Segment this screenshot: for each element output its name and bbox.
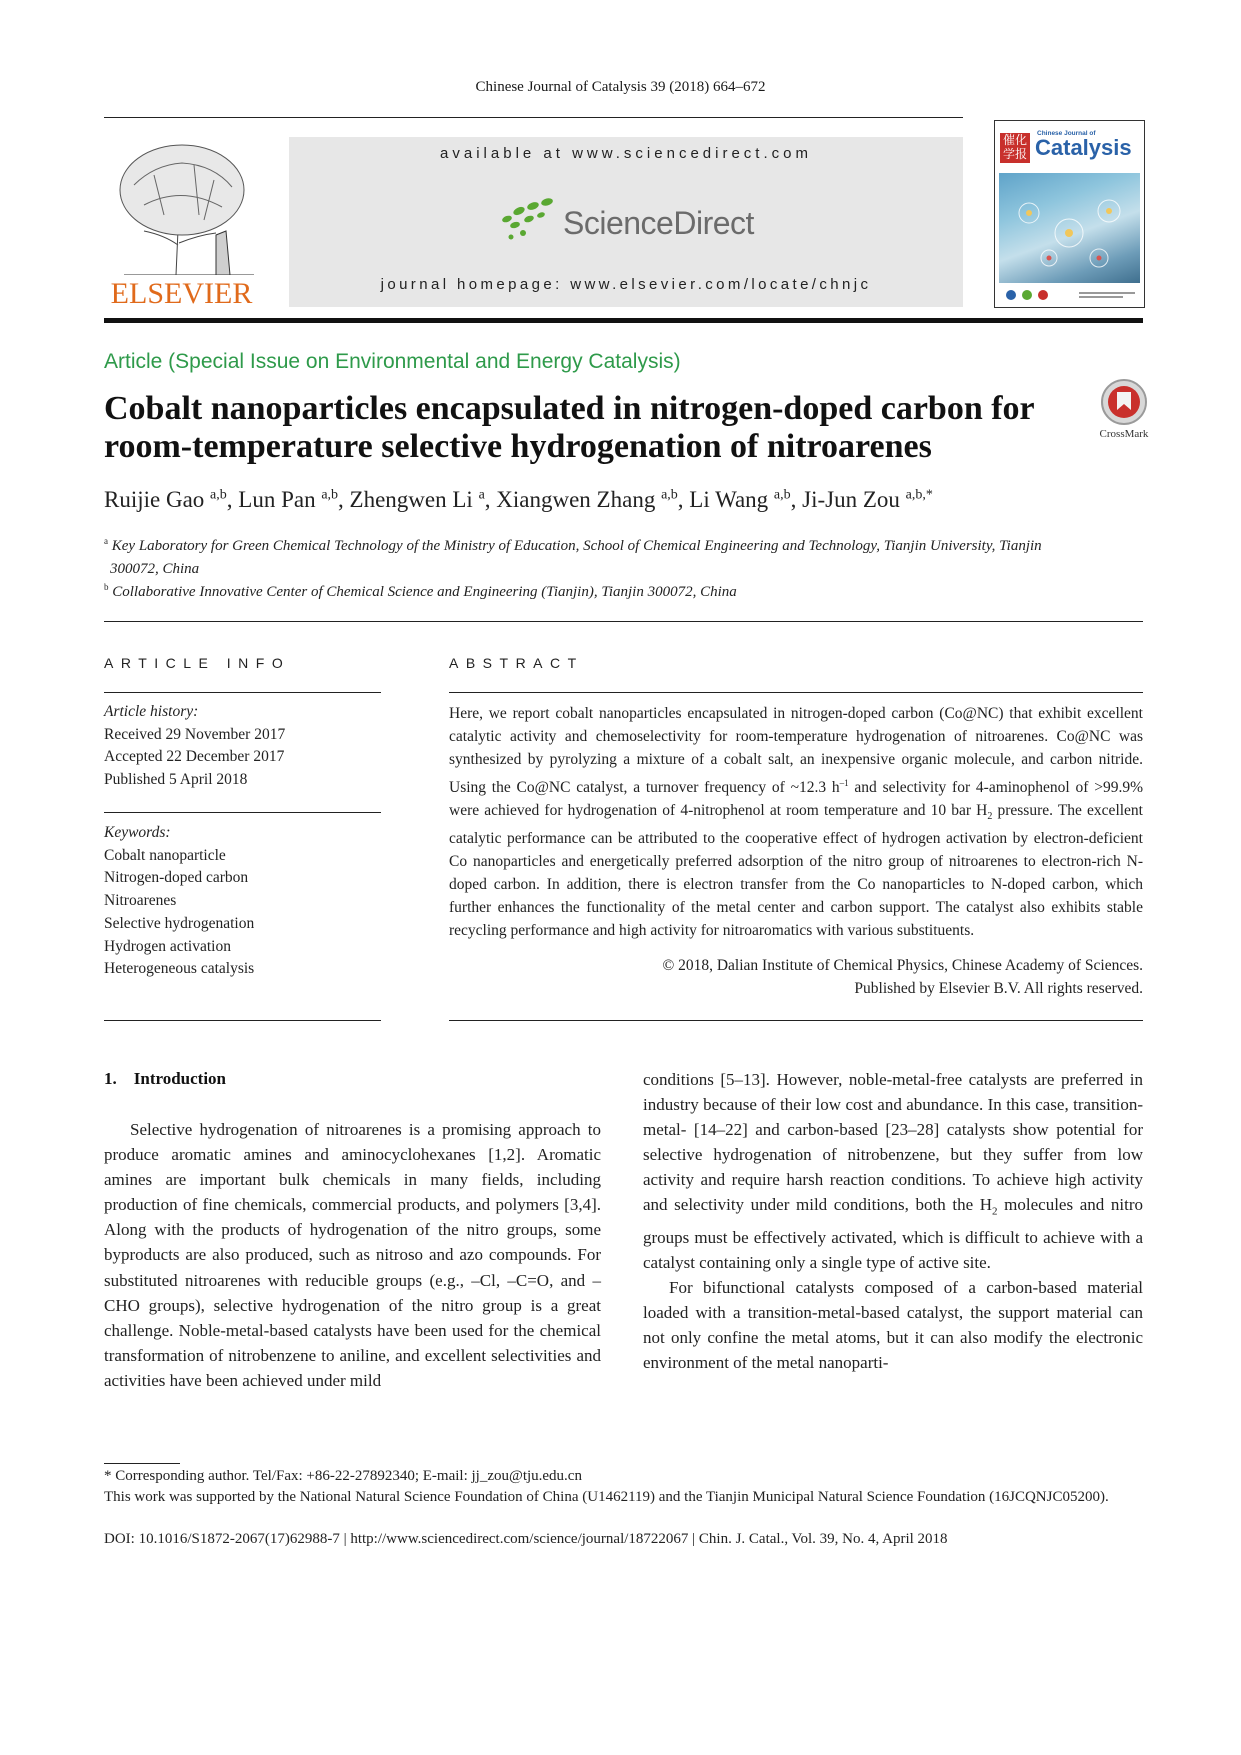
copyright-line-1: © 2018, Dalian Institute of Chemical Physics, Chinese Academy of Sciences. <box>662 957 1143 974</box>
journal-cover <box>994 120 1145 308</box>
author: Lun Pan <box>238 487 316 512</box>
history-label: Article history: <box>104 703 199 720</box>
article-info-heading: ARTICLE INFO <box>104 655 291 671</box>
footnote-rule <box>104 1463 180 1464</box>
abstract-bottom-rule <box>449 1020 1143 1021</box>
intro-text-part: conditions [5–13]. However, noble-metal-free catalysts are preferred in industry because of their low cost and abundance. In this case, transition-metal- [14–22] and carbon-based [23–28] catalysts show potential for selective hydrogenation of nitrobenzene, but they suffer from low activity and require harsh reaction conditions. To achieve high activity and selectivity under mild conditions, both the H <box>643 1070 1143 1215</box>
keywords-rule <box>104 1020 381 1021</box>
affiliation-text: Collaborative Innovative Center of Chemical Science and Engineering (Tianjin), Tianjin 300072, China <box>112 584 737 600</box>
author-separator: , <box>790 487 803 512</box>
intro-right-column <box>643 1067 1143 1376</box>
author-separator: , <box>484 487 497 512</box>
affiliation-rule <box>104 621 1143 622</box>
author: Xiangwen Zhang <box>496 487 656 512</box>
abstract-part: pressure. The excellent catalytic performance can be attributed to the cooperative effect of hydrogen activation by electron-deficient Co nanoparticles and energetically preferred adsorption of the nitro group of nitroarenes to electron-rich N-doped carbon. In addition, there is electron transfer from the Co nanoparticles to N-doped carbon, which further enhances the functionality of the metal center and carbon support. The catalyst also exhibits stable recycling performance and high activity for nitroaromatics with various substituents. <box>449 801 1143 939</box>
title-line-1: Cobalt nanoparticles encapsulated in nitrogen-doped carbon for <box>104 390 1035 427</box>
cover-footer-logos-icon <box>999 287 1140 303</box>
author-affiliation-mark: a,b <box>773 487 791 503</box>
keyword: Hydrogen activation <box>104 937 231 955</box>
abstract-rule <box>449 692 1143 693</box>
accepted-date: Accepted 22 December 2017 <box>104 748 285 766</box>
author: Ruijie Gao <box>104 487 205 512</box>
intro-paragraph: Selective hydrogenation of nitroarenes is a promising approach to produce aromatic amines and aminocyclohexanes [1,2]. Aromatic amines are important bulk chemicals in many fields, including production of fine chemicals, commercial products, and polymers [3,4]. Along with the products of hydrogenation of the nitro groups, some byproducts are also produced, such as nitroso and azo compounds. For substituted nitroarenes with reducible groups (e.g., –Cl, –C=O, and –CHO groups), selective hydrogenation of the nitro group is a great challenge. Noble-metal-based catalysts have been used for the chemical transformation of nitrobenzene to aniline, and excellent selectivities and activities have been achieved under mild <box>104 1120 601 1390</box>
abstract-text <box>449 703 1143 943</box>
abstract-heading: ABSTRACT <box>449 655 584 671</box>
author-affiliation-mark: a,b <box>210 487 227 503</box>
keyword: Selective hydrogenation <box>104 914 255 932</box>
keyword: Nitroarenes <box>104 892 177 910</box>
elsevier-logo <box>104 135 259 311</box>
author-affiliation-mark: a,b <box>661 487 678 503</box>
sciencedirect-banner <box>289 137 963 307</box>
article-title <box>104 390 1074 466</box>
intro-paragraph <box>643 1067 1143 1275</box>
h2-subscript: 2 <box>992 1205 998 1218</box>
doi-line[interactable]: DOI: 10.1016/S1872-2067(17)62988-7 | http://www.sciencedirect.com/science/journal/18722067 | Chin. J. Catal., Vol. 39, No. 4, April 2018 <box>104 1531 948 1547</box>
author-list <box>104 487 933 513</box>
header-rule <box>104 117 963 118</box>
keywords-label: Keywords: <box>104 824 171 841</box>
cover-artwork <box>999 173 1140 283</box>
available-at-link[interactable]: available at www.sciencedirect.com <box>440 145 812 162</box>
title-line-2: room-temperature selective hydrogenation of nitroarenes <box>104 428 932 465</box>
elsevier-tree-icon <box>104 135 259 275</box>
author: Li Wang <box>689 487 769 512</box>
abstract-part: and selectivity for 4-aminophenol of >99.9% were achieved for hydrogenation of 4-nitrophenol at room temperature and 10 bar H <box>449 778 1143 819</box>
affiliation-mark: a <box>104 536 108 546</box>
article-info-rule <box>104 692 381 693</box>
received-date: Received 29 November 2017 <box>104 725 286 743</box>
journal-citation: Chinese Journal of Catalysis 39 (2018) 664–672 <box>475 79 766 95</box>
keyword: Nitrogen-doped carbon <box>104 869 249 887</box>
intro-left-column <box>104 1117 601 1393</box>
article-type: Article (Special Issue on Environmental and Energy Catalysis) <box>104 350 681 373</box>
affiliation-b <box>104 576 1143 604</box>
copyright-line-2: Published by Elsevier B.V. All rights reserved. <box>854 980 1143 997</box>
article-history <box>104 701 381 792</box>
history-rule <box>104 812 381 813</box>
author-separator: , <box>677 487 690 512</box>
cover-footer <box>999 287 1140 303</box>
cover-subtitle: Chinese Journal of <box>1037 130 1096 137</box>
author-separator: , <box>338 487 350 512</box>
elsevier-wordmark: ELSEVIER <box>110 277 253 310</box>
crossmark-label: CrossMark <box>1099 428 1149 440</box>
keyword: Heterogeneous catalysis <box>104 960 255 978</box>
affiliation-a <box>104 530 1143 581</box>
published-date: Published 5 April 2018 <box>104 771 248 789</box>
sciencedirect-wordmark: ScienceDirect <box>563 205 754 241</box>
author-affiliation-mark: a <box>478 487 485 503</box>
crossmark-badge[interactable] <box>1095 378 1153 444</box>
author: Zhengwen Li <box>349 487 473 512</box>
cover-title: Catalysis <box>1035 135 1132 160</box>
funding-note: This work was supported by the National Natural Science Foundation of China (U1462119) and the Tianjin Municipal Natural Science Foundation (16JCQNJC05200). <box>104 1489 1109 1505</box>
masthead-rule <box>104 318 1143 323</box>
journal-homepage-link[interactable]: journal homepage: www.elsevier.com/locate/chnjc <box>380 276 872 293</box>
keyword: Cobalt nanoparticle <box>104 846 226 864</box>
tof-unit-sup: –1 <box>839 777 849 788</box>
author: Ji-Jun Zou <box>802 487 900 512</box>
affiliation-text: Key Laboratory for Green Chemical Technology of the Ministry of Education, School of Chemical Engineering and Technology, Tianjin University, Tianjin <box>111 538 1042 554</box>
abstract-part: Here, we report cobalt nanoparticles encapsulated in nitrogen-doped carbon (Co@NC) that exhibit excellent catalytic activity and chemoselectivity for room-temperature hydrogenation of nitroarenes. Co@NC was synthesized by pyrolyzing a mixture of a cobalt salt, an inexpensive organic molecule, and carbon nitride. Using the Co@NC catalyst, a turnover frequency of ~12.3 h <box>449 705 1143 796</box>
sciencedirect-leaves-icon <box>499 197 561 245</box>
author-separator: , <box>226 487 239 512</box>
affiliation-mark: b <box>104 582 109 592</box>
affiliation-text-cont: 300072, China <box>110 561 200 577</box>
corresponding-author-note: * Corresponding author. Tel/Fax: +86-22-27892340; E-mail: jj_zou@tju.edu.cn <box>104 1468 582 1484</box>
intro-text-part: molecules and nitro groups must be effectively activated, which is difficult to achieve with a catalyst containing only a single type of active site. <box>643 1195 1144 1273</box>
author-affiliation-mark: a,b,* <box>905 487 933 503</box>
h2-subscript: 2 <box>987 810 993 822</box>
crossmark-icon <box>1095 378 1153 428</box>
intro-paragraph: For bifunctional catalysts composed of a carbon-based material loaded with a transition-metal-based catalyst, the support material can not only confine the metal atoms, but it can also modify the electronic environment of the metal nanoparti- <box>643 1278 1143 1373</box>
author-affiliation-mark: a,b <box>321 487 339 503</box>
keywords <box>104 822 381 981</box>
sciencedirect-logo <box>499 197 754 245</box>
section-heading-introduction: 1. Introduction <box>104 1069 227 1088</box>
cover-molecules-icon <box>999 173 1140 283</box>
cover-cn-title: 催化学报 <box>1000 133 1030 163</box>
